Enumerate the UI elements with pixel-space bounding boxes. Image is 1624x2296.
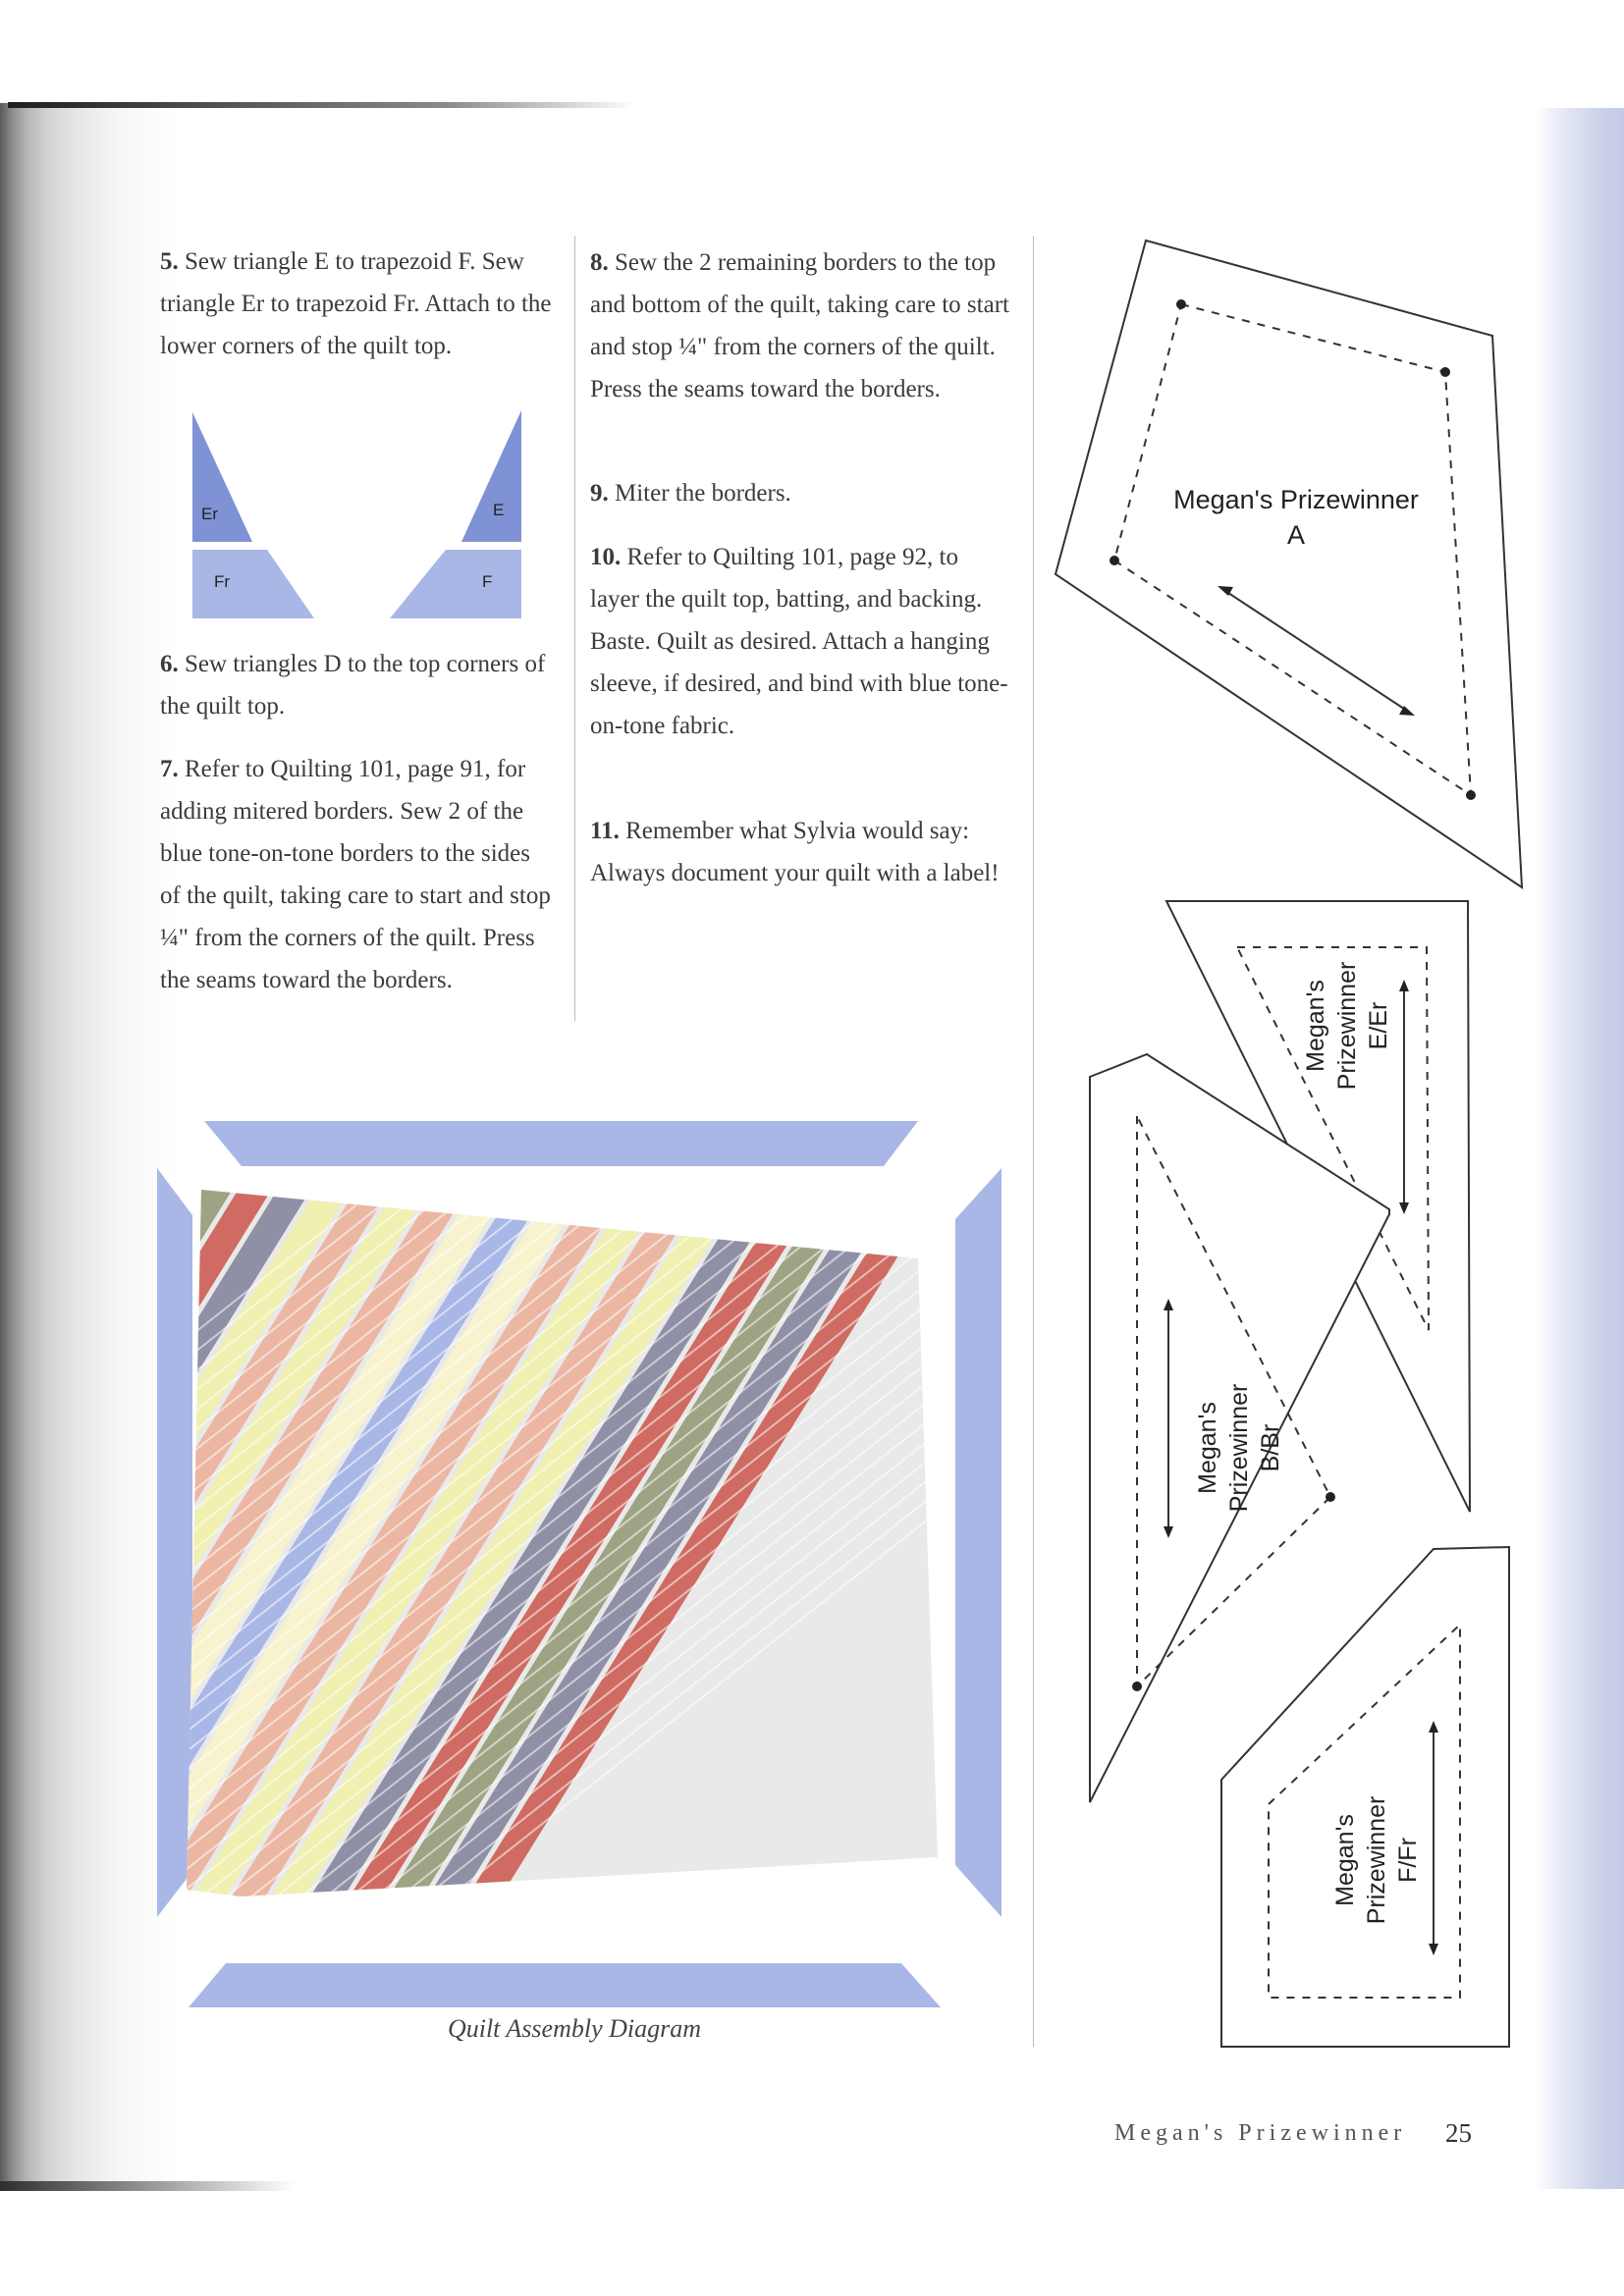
label-f: F xyxy=(482,572,493,591)
template-b-br-line2: Prizewinner xyxy=(1225,1383,1253,1513)
step-text: Sew triangle E to trapezoid F. Sew triangle Er to trapezoid Fr. Attach to the lower corners of the quilt top. xyxy=(160,248,552,359)
template-f-fr-line1: Megan's xyxy=(1331,1814,1359,1906)
template-f-fr xyxy=(1221,1547,1509,2047)
template-e-er-line2: Prizewinner xyxy=(1333,961,1361,1091)
step-text: Sew the 2 remaining borders to the top and bottom of the quilt, taking care to start and stop ¼" from the corners of the quilt. Press the seams toward the borders. xyxy=(590,249,1009,402)
diagram-caption: Quilt Assembly Diagram xyxy=(447,2014,702,2043)
step-number: 5. xyxy=(160,248,179,275)
template-f-fr-line2: Prizewinner xyxy=(1363,1795,1390,1925)
template-f-fr-code: F/Fr xyxy=(1394,1838,1422,1883)
label-er: Er xyxy=(201,505,218,523)
step-text: Sew triangles D to the top corners of the quilt top. xyxy=(160,651,546,720)
step-number: 10. xyxy=(590,544,622,570)
template-b-br-line1: Megan's xyxy=(1194,1402,1221,1494)
label-fr: Fr xyxy=(214,572,231,591)
template-a-code: A xyxy=(1286,520,1306,550)
step-number: 11. xyxy=(590,818,620,844)
step-text: Remember what Sylvia would say: Always document your quilt with a label! xyxy=(590,818,1000,886)
template-a xyxy=(1056,240,1522,887)
step-number: 7. xyxy=(160,756,179,782)
page-number: 25 xyxy=(1445,2118,1472,2148)
step-text: Refer to Quilting 101, page 91, for adding mitered borders. Sew 2 of the blue tone-on-tone borders to the sides of the quilt, taking care to start and stop ¼" from the corners of the quilt. Press the seams toward the borders. xyxy=(160,756,551,993)
step-text: Refer to Quilting 101, page 92, to layer the quilt top, batting, and backing. Baste. Quilt as desired. Attach a hanging sleeve, if desired, and bind with blue tone-on-tone fabric. xyxy=(590,544,1008,739)
step-number: 8. xyxy=(590,249,609,276)
step-text: Miter the borders. xyxy=(615,480,791,507)
label-e: E xyxy=(493,501,505,519)
template-a-name: Megan's Prizewinner xyxy=(1173,485,1419,514)
template-b-br-code: B/Br xyxy=(1257,1423,1284,1472)
template-e-er-code: E/Er xyxy=(1365,1001,1392,1050)
step-number: 9. xyxy=(590,480,609,507)
step-number: 6. xyxy=(160,651,179,677)
footer-title: Megan's Prizewinner xyxy=(1114,2120,1407,2146)
template-e-er-line1: Megan's xyxy=(1302,980,1329,1072)
